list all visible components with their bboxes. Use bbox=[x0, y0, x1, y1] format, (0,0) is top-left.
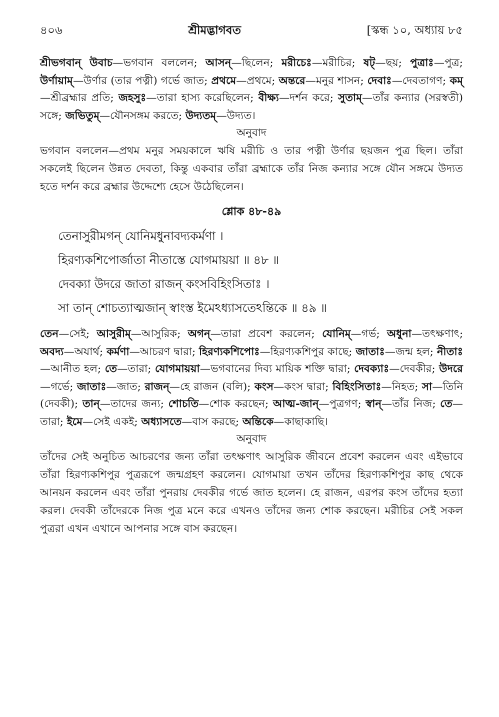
synonym-meaning: —ভগবান বললেন; bbox=[112, 57, 206, 69]
synonym-meaning: —অযার্থ; bbox=[63, 345, 107, 358]
synonym-word: নীতাঃ bbox=[436, 345, 463, 358]
synonym-word: বীক্ষ্য bbox=[258, 92, 279, 104]
synonym-meaning: —বাস করছে; bbox=[181, 415, 243, 428]
synonym-meaning: —তৎক্ষণাৎ; bbox=[411, 328, 464, 340]
synonym-word: জহসুঃ bbox=[118, 92, 147, 104]
verse-line: সা তান্ শোচত্যাত্মজান্ স্বাংস্ত ইমেঽধ্যাসতেঽন্তিকে ॥ ৪৯ ॥ bbox=[58, 301, 327, 315]
synonym-meaning: —হিরণ্যকশিপুর কাছে; bbox=[259, 345, 356, 358]
synonym-word: আসুরীম্ bbox=[96, 328, 131, 340]
sloka-heading: শ্লোক ৪৮-৪৯ bbox=[221, 205, 282, 218]
synonym-meaning: —মরীচির; bbox=[311, 57, 364, 69]
synonym-meaning: —জাত; bbox=[106, 380, 145, 393]
book-title: শ্রীমদ্ভাগবত bbox=[188, 23, 241, 37]
synonym-meaning: —জন্ম হল; bbox=[384, 345, 437, 358]
synonym-meaning: —গর্ভ; bbox=[350, 328, 387, 340]
synonyms-block-1 bbox=[40, 55, 463, 125]
synonym-meaning: —আচরণ দ্বারা; bbox=[129, 345, 200, 358]
synonym-meaning: —ভগবানের দিব্য মায়িক শক্তি দ্বারা; bbox=[199, 363, 355, 375]
synonym-meaning: —যৌনসঙ্গম করতে; bbox=[99, 109, 186, 122]
synonym-meaning: —নিহত; bbox=[381, 380, 423, 393]
synonym-meaning: —সেই একই; bbox=[82, 415, 142, 428]
synonym-meaning: —তারা; bbox=[117, 363, 155, 375]
synonym-meaning: —দেবতাগণ; bbox=[391, 74, 450, 87]
verse-line: দেবক্যা উদরে জাতা রাজন্ কংসবিহিংসিতাঃ । bbox=[58, 277, 270, 291]
synonym-meaning: —শ্রীব্রহ্মার প্রতি; bbox=[40, 92, 119, 104]
synonym-word: সা bbox=[422, 380, 433, 393]
synonym-word: দেবাঃ bbox=[367, 74, 392, 87]
synonym-word: হিরণ্যকশিপোঃ bbox=[199, 345, 260, 358]
translation-text-2: তাঁদের সেই অনুচিত আচরণের জন্য তাঁরা তৎক্ষণাৎ আসুরিক জীবনে প্রবেশ করলেন এবং এইভাবে তাঁরা হিরণ্যকশিপুর পুত্ররূপে জন্মগ্রহণ করলেন। যোগমায়া তখন তাঁদের হিরণ্যকশিপুর কাছ থেকে আনয়ন করলেন এবং তাঁরা পুনরায় দেবকীর গর্ভে জাত হলেন। হে রাজন, এরপর কংস তাঁদের হত্যা করল। দেবকী তাঁদেরকে নিজ পুত্র মনে করে এখনও তাঁদের জন্য শোক করছেন। মরীচির সেই সকল পুত্ররা এখন এখানে আপনার সঙ্গে বাস করছেন। bbox=[40, 451, 464, 535]
synonym-word: তেন bbox=[40, 328, 59, 340]
verse-line: হিরণ্যকশিপোর্জাতা নীতাস্তে যোগমায়য়া ॥ ৪৮ ॥ bbox=[58, 253, 279, 267]
synonym-meaning: —তাঁর নিজ; bbox=[381, 398, 441, 410]
synonym-meaning: —কংস দ্বারা; bbox=[273, 380, 333, 393]
synonym-word: রাজন্ bbox=[144, 380, 170, 393]
synonym-meaning: —তাঁর কন্যার (সরস্বতী) সঙ্গে; bbox=[40, 92, 463, 122]
verse-block bbox=[40, 224, 463, 320]
synonym-word: ইমে bbox=[66, 415, 83, 428]
synonym-meaning: —উর্ণার (তার পত্নী) গর্ভে জাত; bbox=[72, 74, 212, 87]
synonym-word: উর্ণায়াম্ bbox=[40, 74, 73, 87]
synonym-meaning: —দর্শন করে; bbox=[278, 92, 339, 104]
translation-label-1: অনুবাদ bbox=[236, 127, 267, 139]
synonym-word: অবদ্য bbox=[40, 345, 64, 358]
synonym-word: সুতাম্ bbox=[338, 92, 362, 104]
synonym-word: জভিতুম্ bbox=[65, 109, 100, 122]
synonym-word: শোচতি bbox=[168, 398, 199, 410]
synonym-word: যোগমায়য়া bbox=[154, 363, 200, 375]
synonym-meaning: —সেই; bbox=[58, 328, 97, 340]
synonym-word: তান্ bbox=[82, 398, 100, 410]
synonym-word: যোনিম্ bbox=[322, 328, 351, 340]
synonym-word: তে bbox=[104, 363, 118, 375]
synonym-word: উদরে bbox=[439, 363, 463, 375]
synonym-meaning: —আনীত হল; bbox=[40, 363, 105, 375]
synonym-word: উদ্যতম্ bbox=[185, 109, 217, 122]
synonym-meaning: —তারা প্রবেশ করলেন; bbox=[210, 328, 323, 340]
synonym-meaning: —তারা হাস্য করেছিলেন; bbox=[146, 92, 259, 104]
synonym-word: তে bbox=[440, 398, 453, 410]
synonym-word: দেবক্যাঃ bbox=[354, 363, 390, 375]
synonym-word: অন্তরে bbox=[278, 74, 306, 87]
page-header bbox=[40, 22, 463, 41]
synonym-word: অন্তিকে bbox=[242, 415, 274, 428]
synonym-meaning: —পুত্রগণ; bbox=[318, 398, 366, 410]
synonym-meaning: —তাদের জন্য; bbox=[99, 398, 169, 410]
synonym-meaning: —তারা; bbox=[40, 398, 464, 428]
translation-text-1: ভগবান বললেন—প্রথম মনুর সময়কালে ঋষি মরীচি ও তার পত্নী উর্ণার ছয়জন পুত্র ছিল। তাঁরা সকলেই ছিলেন উন্নত দেবতা, কিন্তু একবার তাঁরা ব্রহ্মাকে তাঁর নিজ কন্যার সঙ্গে যৌন সঙ্গমে উদ্যত হতে দর্শন করে ব্রহ্মার উদ্দেশ্যে হেসে উঠেছিলেন। bbox=[40, 145, 463, 193]
synonym-word: অধ্যাসতে bbox=[141, 415, 182, 428]
synonym-meaning: —উদ্যত। bbox=[216, 109, 256, 122]
synonym-word: প্রথমে bbox=[211, 74, 237, 87]
synonym-meaning: —হে রাজন (বলি); bbox=[169, 380, 255, 393]
synonym-word: কংস bbox=[254, 380, 274, 393]
synonym-meaning: —আসুরিক; bbox=[130, 328, 188, 340]
synonym-meaning: —প্রথমে; bbox=[236, 74, 279, 87]
synonym-meaning: —দেবকীর; bbox=[389, 363, 440, 375]
synonym-word: স্বান্ bbox=[365, 398, 382, 410]
synonym-word: আত্ম-জান্ bbox=[272, 398, 319, 410]
verse-line: তেনাসুরীমগন্ যোনিমধুনাবদ্যকর্মণা । bbox=[58, 229, 224, 243]
synonym-meaning: —মনুর শাসন; bbox=[305, 74, 368, 87]
synonym-word: ষট্ bbox=[363, 57, 376, 69]
synonym-word: আসন্ bbox=[205, 57, 232, 69]
synonym-meaning: —ছয়; bbox=[375, 57, 411, 69]
synonym-meaning: —তিনি (দেবকী); bbox=[40, 380, 464, 410]
synonym-word: কম্ bbox=[449, 74, 463, 87]
synonym-meaning: —কাছাকাছি। bbox=[273, 415, 328, 428]
synonym-word: পুত্রাঃ bbox=[410, 57, 434, 69]
synonyms-block-2 bbox=[40, 326, 463, 431]
page-number: ৪০৬ bbox=[40, 23, 63, 37]
synonym-meaning: —গর্ভে; bbox=[40, 380, 78, 393]
synonym-word: জাতাঃ bbox=[355, 345, 385, 358]
translation-label-2: অনুবাদ bbox=[236, 433, 267, 445]
synonym-word: বিহিংসিতাঃ bbox=[332, 380, 382, 393]
synonym-word: শ্রীভগবান্ উবাচ bbox=[40, 57, 113, 69]
synonym-word: মরীচেঃ bbox=[281, 57, 312, 69]
synonym-meaning: —ছিলেন; bbox=[231, 57, 282, 69]
synonym-word: অগন্ bbox=[187, 328, 211, 340]
synonym-word: কর্মণা bbox=[106, 345, 130, 358]
synonym-meaning: —শোক করছেন; bbox=[198, 398, 273, 410]
synonym-word: অধুনা bbox=[387, 328, 412, 340]
synonym-meaning: —পুত্র; bbox=[433, 57, 463, 69]
synonym-word: জাতাঃ bbox=[77, 380, 107, 393]
chapter-reference: [স্কন্ধ ১০, অধ্যায় ৮৫ bbox=[366, 23, 463, 37]
